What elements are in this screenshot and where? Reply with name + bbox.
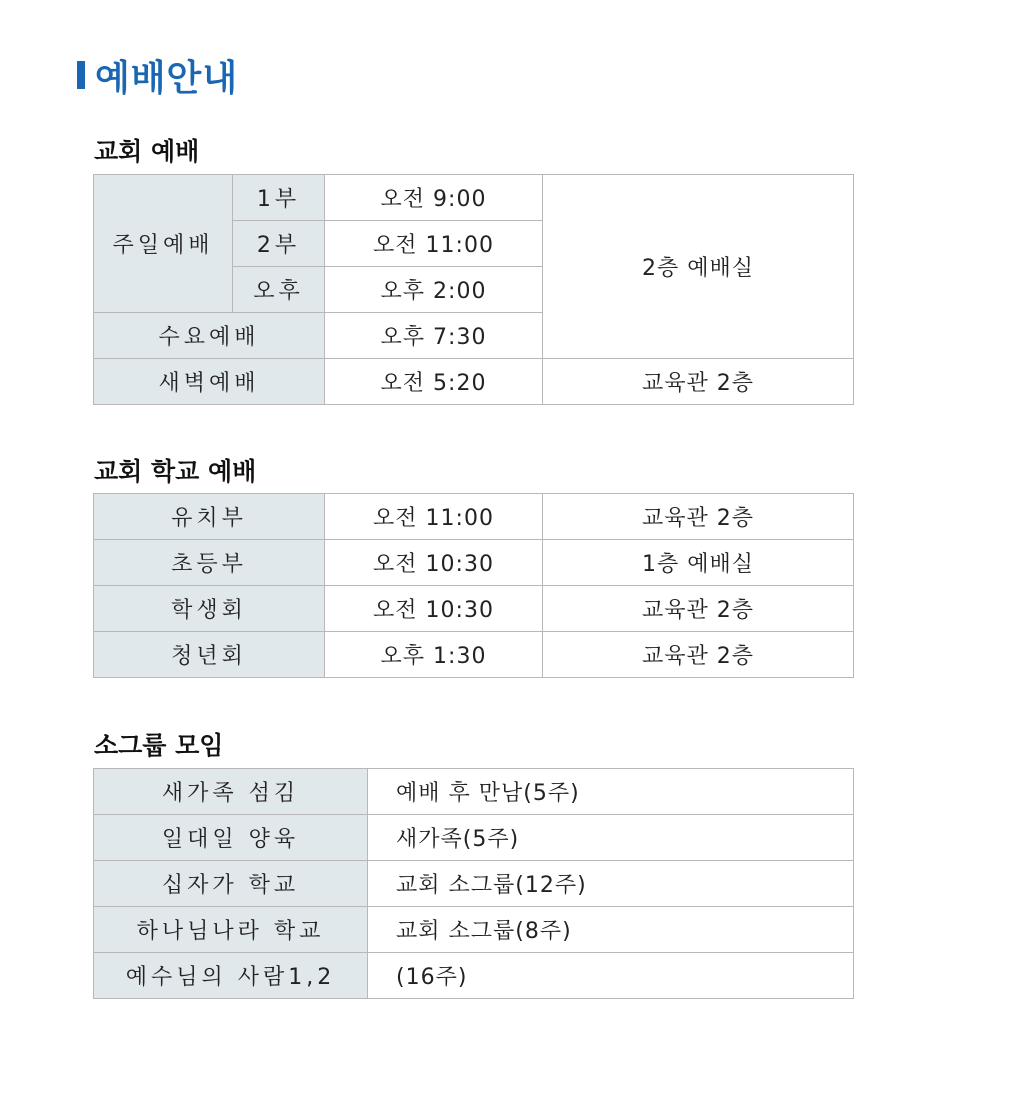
- department-time: 오후 1:30: [325, 632, 543, 678]
- table-row: [94, 540, 854, 586]
- department-time: 오전 10:30: [325, 586, 543, 632]
- table-row: [94, 632, 854, 678]
- department-time: 오전 11:00: [325, 494, 543, 540]
- sunday-worship-label: 주일예배: [94, 175, 233, 313]
- department-name: 청년회: [94, 632, 325, 678]
- sunday-time: 오전 11:00: [325, 221, 543, 267]
- table-row: [94, 175, 854, 221]
- sunday-time: 오후 2:00: [325, 267, 543, 313]
- department-name: 초등부: [94, 540, 325, 586]
- table-row: [94, 586, 854, 632]
- section-title-small-group: 소그룹 모임: [94, 731, 224, 760]
- dawn-worship-place: 교육관 2층: [543, 359, 854, 405]
- group-description: 예배 후 만남(5주): [368, 769, 854, 815]
- department-place: 교육관 2층: [543, 494, 854, 540]
- sunday-part: 오후: [233, 267, 325, 313]
- sunday-part: 1부: [233, 175, 325, 221]
- department-name: 학생회: [94, 586, 325, 632]
- department-place: 1층 예배실: [543, 540, 854, 586]
- table-row: [94, 907, 854, 953]
- section-title-school-worship: 교회 학교 예배: [94, 457, 257, 486]
- table-row: [94, 861, 854, 907]
- group-name: 예수님의 사람1,2: [94, 953, 368, 999]
- table-row: [94, 494, 854, 540]
- title-accent-bar: [77, 61, 85, 89]
- group-name: 일대일 양육: [94, 815, 368, 861]
- wednesday-worship-time: 오후 7:30: [325, 313, 543, 359]
- school-worship-table: [93, 493, 854, 678]
- wednesday-worship-label: 수요예배: [94, 313, 325, 359]
- group-name: 새가족 섬김: [94, 769, 368, 815]
- church-worship-table: [93, 174, 854, 405]
- dawn-worship-time: 오전 5:20: [325, 359, 543, 405]
- small-group-table: [93, 768, 854, 999]
- page-title: [77, 52, 238, 98]
- table-row: [94, 359, 854, 405]
- table-row: [94, 953, 854, 999]
- group-description: 교회 소그룹(12주): [368, 861, 854, 907]
- table-row: [94, 815, 854, 861]
- group-description: (16주): [368, 953, 854, 999]
- department-place: 교육관 2층: [543, 632, 854, 678]
- department-time: 오전 10:30: [325, 540, 543, 586]
- group-description: 교회 소그룹(8주): [368, 907, 854, 953]
- table-row: [94, 769, 854, 815]
- page-title-text: 예배안내: [95, 57, 239, 99]
- group-description: 새가족(5주): [368, 815, 854, 861]
- group-name: 하나님나라 학교: [94, 907, 368, 953]
- department-name: 유치부: [94, 494, 325, 540]
- sunday-part: 2부: [233, 221, 325, 267]
- worship-place: 2층 예배실: [543, 175, 854, 359]
- dawn-worship-label: 새벽예배: [94, 359, 325, 405]
- sunday-time: 오전 9:00: [325, 175, 543, 221]
- section-title-church-worship: 교회 예배: [94, 137, 200, 166]
- department-place: 교육관 2층: [543, 586, 854, 632]
- group-name: 십자가 학교: [94, 861, 368, 907]
